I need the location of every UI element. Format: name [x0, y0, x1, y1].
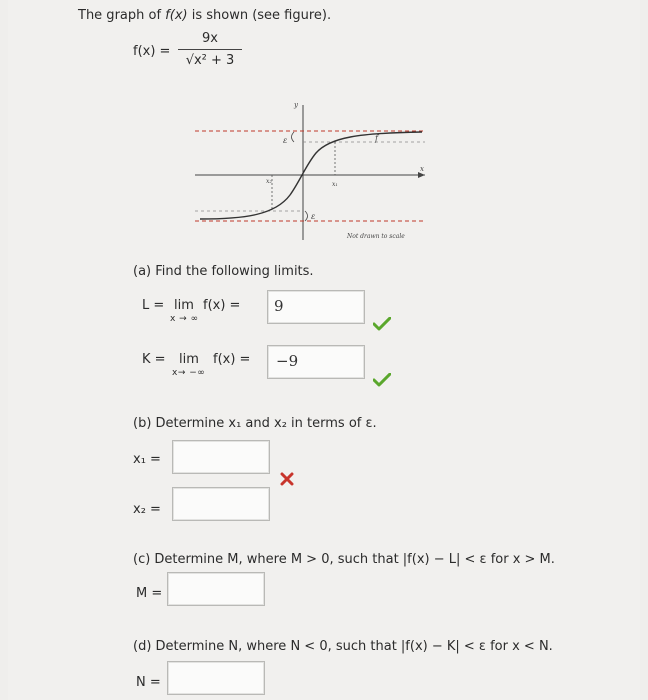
- N-answer-input[interactable]: [167, 661, 265, 695]
- M-answer-input[interactable]: [167, 572, 265, 606]
- correct-check-icon: [373, 317, 391, 331]
- K-answer-input[interactable]: [267, 345, 365, 379]
- x-axis-label: x: [420, 165, 424, 173]
- K-lim-subscript: x→ −∞: [172, 368, 206, 378]
- K-answer-value: −9: [276, 352, 299, 370]
- x1-label: x₁: [332, 181, 338, 188]
- problem-intro: The graph of f(x) is shown (see figure).: [78, 8, 332, 23]
- x2-label: x₂ =: [133, 502, 161, 517]
- L-fx: f(x) =: [203, 298, 241, 313]
- L-answer-value: 9: [274, 297, 284, 315]
- K-fx: f(x) =: [213, 352, 251, 367]
- y-axis-label: y: [294, 101, 298, 109]
- formula-numerator: 9x: [202, 31, 218, 46]
- part-c-heading: (c) Determine M, where M > 0, such that |f(x) − L| < ε for x > M.: [133, 552, 555, 567]
- L-answer-input[interactable]: [267, 290, 365, 324]
- x1-answer-input[interactable]: [172, 440, 270, 474]
- formula-lhs: f(x) =: [133, 44, 171, 59]
- L-lim-subscript: x → ∞: [170, 314, 199, 324]
- epsilon-bottom-brace: [305, 211, 308, 221]
- correct-check-icon: [373, 373, 391, 387]
- x1-label: x₁ =: [133, 452, 161, 467]
- L-lim: lim: [174, 298, 194, 313]
- x2-label: x₂: [266, 178, 272, 185]
- K-lhs: K =: [142, 352, 166, 367]
- epsilon-top-brace: [292, 132, 295, 142]
- part-a-heading: (a) Find the following limits.: [133, 264, 314, 279]
- part-d-heading: (d) Determine N, where N < 0, such that |f(x) − K| < ε for x < N.: [133, 639, 553, 654]
- epsilon-bottom-label: ε: [311, 212, 316, 221]
- fraction-bar: [178, 49, 242, 50]
- function-graph-figure: [190, 95, 430, 245]
- formula-fraction: [178, 30, 242, 70]
- L-lhs: L =: [142, 298, 165, 313]
- K-lim: lim: [179, 352, 199, 367]
- part-b-heading: (b) Determine x₁ and x₂ in terms of ε.: [133, 416, 377, 431]
- formula-denominator: √x² + 3: [185, 53, 235, 68]
- x2-answer-input[interactable]: [172, 487, 270, 521]
- not-to-scale-note: Not drawn to scale: [347, 233, 405, 240]
- M-label: M =: [136, 586, 163, 601]
- N-label: N =: [136, 675, 161, 690]
- f-label: f: [375, 134, 378, 143]
- epsilon-top-label: ε: [283, 136, 288, 145]
- incorrect-x-icon: [280, 472, 294, 486]
